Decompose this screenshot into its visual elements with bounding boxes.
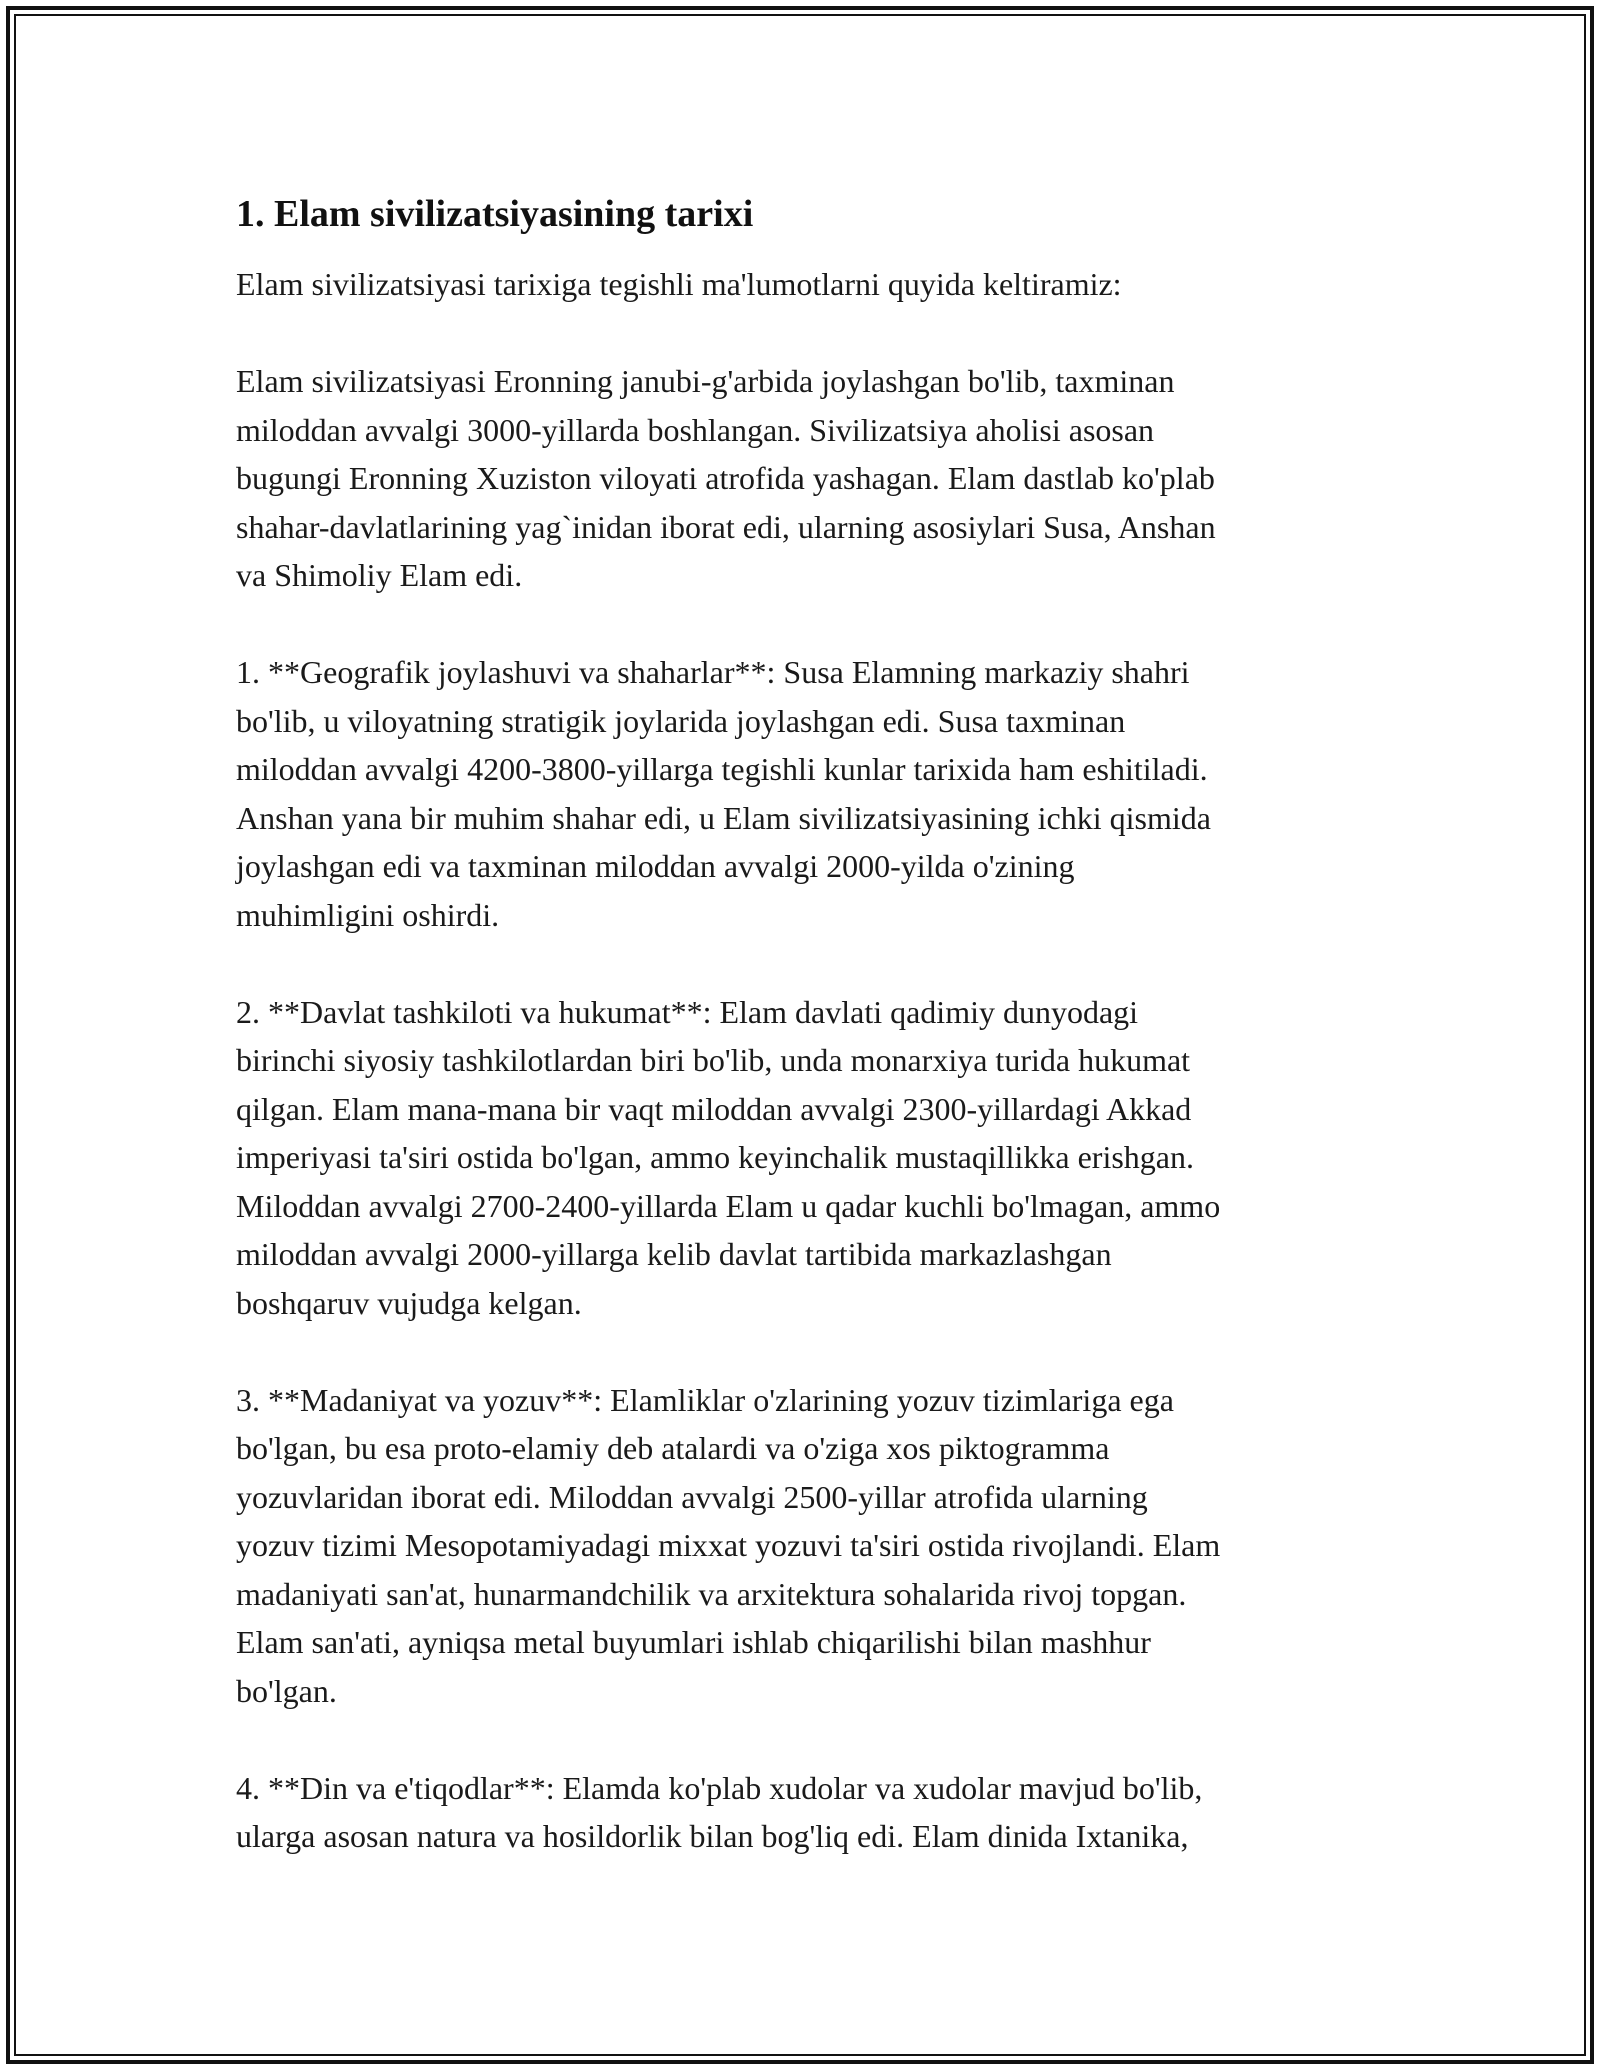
- intro-paragraph: Elam sivilizatsiyasi tarixiga tegishli ma'lumotlarni quyida keltiramiz:: [236, 266, 1122, 302]
- paragraph-overview: Elam sivilizatsiyasi Eronning janubi-g'arbida joylashgan bo'lib, taxminan miloddan avvalgi 3000-yillarda boshlangan. Sivilizatsiya aholisi asosan bugungi Eronning Xuziston viloyati atrofida yashagan. Elam dastlab ko'plab shahar-davlatlarining yag`inidan iborat edi, ularning asosiylari Susa, Anshan va Shimoliy Elam edi.: [236, 363, 1216, 593]
- paragraph-government: 2. **Davlat tashkiloti va hukumat**: Elam davlati qadimiy dunyodagi birinchi siyosiy tashkilotlardan biri bo'lib, unda monarxiya turida hukumat qilgan. Elam mana-mana bir vaqt miloddan avvalgi 2300-yillardagi Akkad imperiyasi ta'siri ostida bo'lgan, ammo keyinchalik mustaqillikka erishgan. Miloddan avvalgi 2700-2400-yillarda Elam u qadar kuchli bo'lmagan, ammo miloddan avvalgi 2000-yillarga kelib davlat tartibida markazlashgan boshqaruv vujudga kelgan.: [236, 993, 1221, 1321]
- paragraph-culture: 3. **Madaniyat va yozuv**: Elamliklar o'zlarining yozuv tizimlariga ega bo'lgan, bu esa proto-elamiy deb atalardi va o'ziga xos piktogramma yozuvlaridan iborat edi. Miloddan avvalgi 2500-yillar atrofida ularning yozuv tizimi Mesopotamiyadagi mixxat yozuvi ta'siri ostida rivojlandi. Elam madaniyati san'at, hunarmandchilik va arxitektura sohalarida rivoj topgan. Elam san'ati, ayniqsa metal buyumlari ishlab chiqarilishi bilan mashhur bo'lgan.: [236, 1381, 1221, 1709]
- paragraph-religion: 4. **Din va e'tiqodlar**: Elamda ko'plab xudolar va xudolar mavjud bo'lib, ularga asosan natura va hosildorlik bilan bog'liq edi. Elam dinida Ixtanika,: [236, 1769, 1203, 1854]
- paragraph-geography: 1. **Geografik joylashuvi va shaharlar**: Susa Elamning markaziy shahri bo'lib, u viloyatning stratigik joylarida joylashgan edi. Susa taxminan miloddan avvalgi 4200-3800-yillarga tegishli kunlar tarixida ham eshitiladi. Anshan yana bir muhim shahar edi, u Elam sivilizatsiyasining ichki qismida joylashgan edi va taxminan miloddan avvalgi 2000-yilda o'zining muhimligini oshirdi.: [236, 654, 1211, 933]
- document-body: [236, 186, 1376, 1861]
- document-title: 1. Elam sivilizatsiyasining tarixi: [236, 193, 754, 235]
